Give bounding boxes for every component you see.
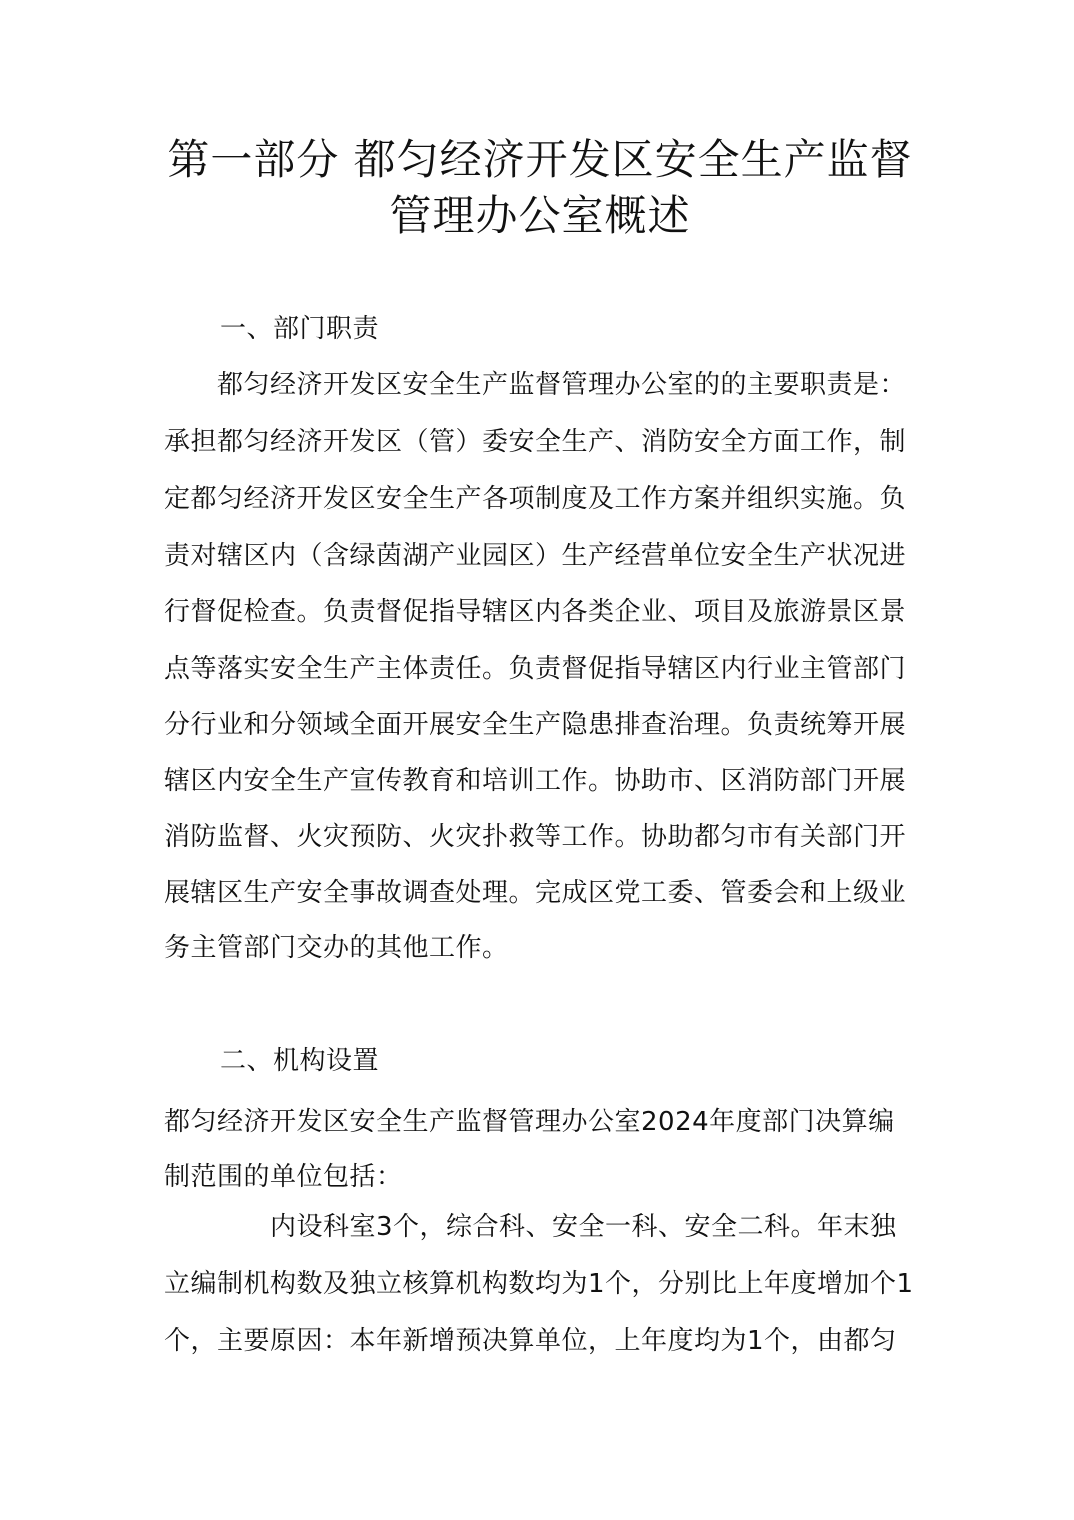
paragraph-line: 务主管部门交办的其他工作。 xyxy=(164,933,509,963)
paragraph-line: 点等落实安全生产主体责任。负责督促指导辖区内行业主管部门 xyxy=(164,654,907,684)
paragraph-line: 责对辖区内（含绿茵湖产业园区）生产经营单位安全生产状况进 xyxy=(164,541,907,571)
paragraph-line: 辖区内安全生产宣传教育和培训工作。协助市、区消防部门开展 xyxy=(164,766,907,796)
page-title xyxy=(150,132,930,244)
paragraph-line: 展辖区生产安全事故调查处理。完成区党工委、管委会和上级业 xyxy=(164,878,907,908)
paragraph-line: 消防监督、火灾预防、火灾扑救等工作。协助都匀市有关部门开 xyxy=(164,822,907,852)
paragraph-line: 内设科室3个，综合科、安全一科、安全二科。年末独 xyxy=(164,1212,897,1242)
paragraph-line: 分行业和分领域全面开展安全生产隐患排查治理。负责统筹开展 xyxy=(164,710,907,740)
paragraph-line: 行督促检查。负责督促指导辖区内各类企业、项目及旅游景区景 xyxy=(164,597,907,627)
paragraph-line: 承担都匀经济开发区（管）委安全生产、消防安全方面工作，制 xyxy=(164,427,907,457)
paragraph-line: 定都匀经济开发区安全生产各项制度及工作方案并组织实施。负 xyxy=(164,484,907,514)
paragraph-line: 立编制机构数及独立核算机构数均为1个，分别比上年度增加个1 xyxy=(164,1269,914,1299)
paragraph-line: 都匀经济开发区安全生产监督管理办公室的的主要职责是： xyxy=(164,370,907,400)
paragraph-line: 个，主要原因：本年新增预决算单位，上年度均为1个，由都匀 xyxy=(164,1326,897,1356)
title-line-2: 管理办公室概述 xyxy=(389,191,691,240)
section-heading-organization: 二、机构设置 xyxy=(220,1046,380,1076)
paragraph-line: 都匀经济开发区安全生产监督管理办公室2024年度部门决算编 xyxy=(164,1107,895,1137)
section-heading-duties: 一、部门职责 xyxy=(220,314,380,344)
paragraph-line: 制范围的单位包括： xyxy=(164,1162,403,1192)
title-line-1: 第一部分 都匀经济开发区安全生产监督 xyxy=(167,135,913,184)
